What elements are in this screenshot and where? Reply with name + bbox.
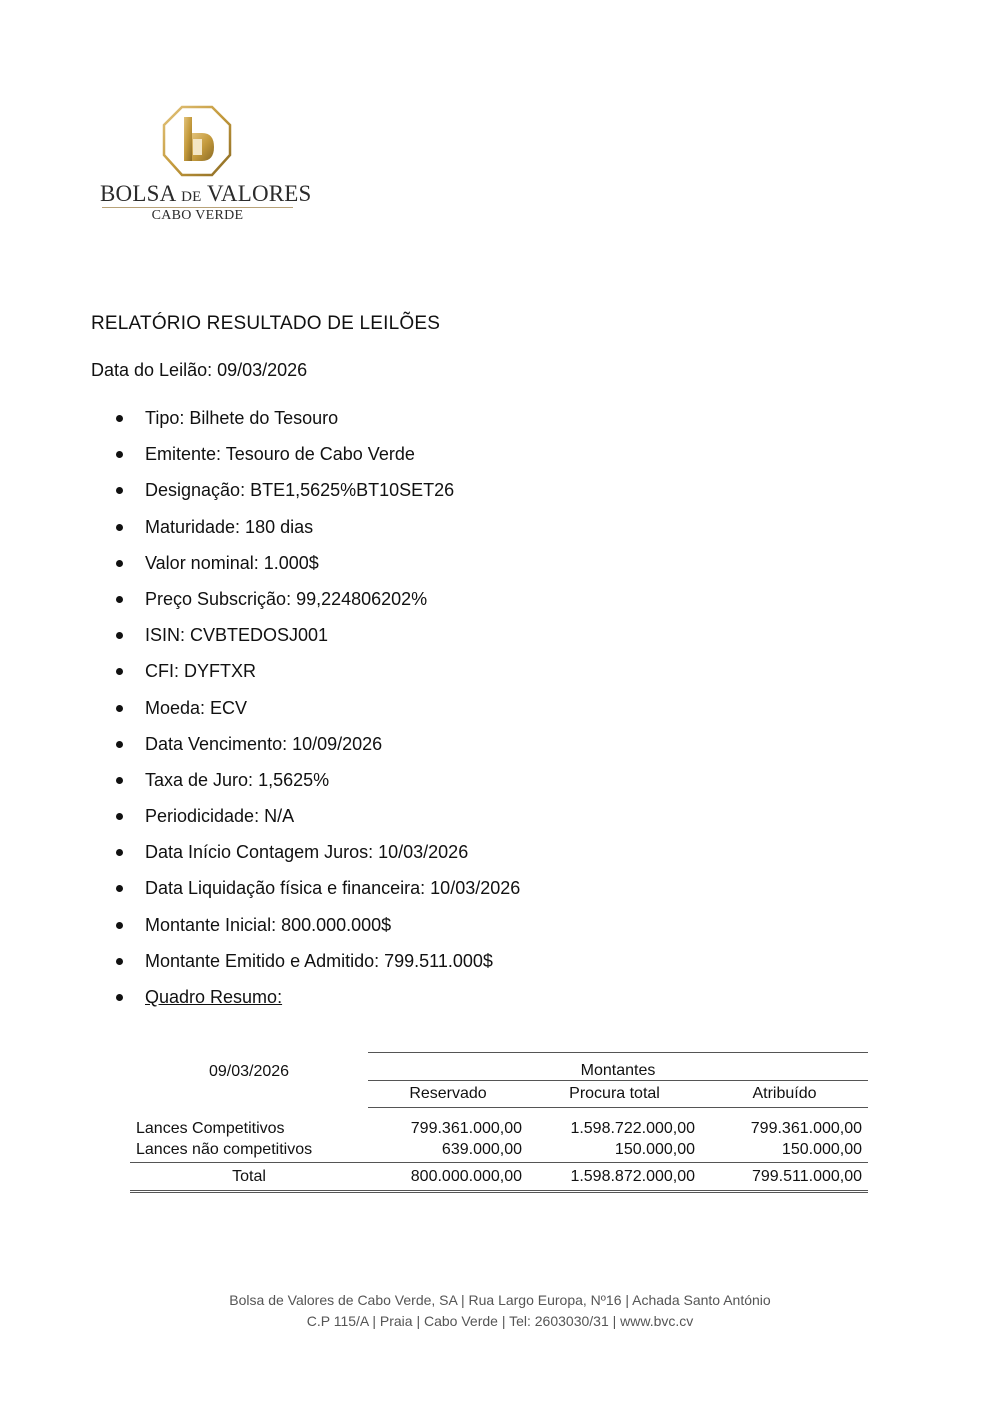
detail-maturidade: Maturidade: 180 dias bbox=[145, 517, 520, 553]
row-reservado: 799.361.000,00 bbox=[410, 1120, 522, 1137]
column-header-reservado: Reservado bbox=[368, 1081, 528, 1108]
summary-table bbox=[130, 1052, 868, 1193]
detail-isin: ISIN: CVBTEDOSJ001 bbox=[145, 625, 520, 661]
row-label: Lances não competitivos bbox=[136, 1141, 313, 1158]
detail-inicio-juros: Data Início Contagem Juros: 10/03/2026 bbox=[145, 842, 520, 878]
table-row bbox=[130, 1108, 868, 1139]
quadro-resumo-label: Quadro Resumo: bbox=[145, 987, 283, 1007]
row-atribuido: 799.361.000,00 bbox=[750, 1120, 862, 1137]
detail-periodicidade: Periodicidade: N/A bbox=[145, 806, 520, 842]
detail-quadro-resumo bbox=[145, 987, 520, 1023]
total-procura: 1.598.872.000,00 bbox=[528, 1163, 701, 1192]
detail-montante-emitido: Montante Emitido e Admitido: 799.511.000$ bbox=[145, 951, 520, 987]
report-title: RELATÓRIO RESULTADO DE LEILÕES bbox=[91, 313, 441, 334]
table-group-header: Montantes bbox=[368, 1053, 868, 1081]
logo-subtitle: CABO VERDE bbox=[151, 208, 244, 223]
table-header-row bbox=[130, 1053, 868, 1081]
detail-cfi: CFI: DYFTXR bbox=[145, 661, 520, 697]
auction-details-list bbox=[145, 408, 520, 1023]
detail-moeda: Moeda: ECV bbox=[145, 698, 520, 734]
row-atribuido: 150.000,00 bbox=[781, 1141, 862, 1158]
detail-designacao: Designação: BTE1,5625%BT10SET26 bbox=[145, 480, 520, 516]
detail-liquidacao: Data Liquidação física e financeira: 10/03/2026 bbox=[145, 878, 520, 914]
total-label: Total bbox=[130, 1163, 368, 1192]
table-total-row bbox=[130, 1163, 868, 1192]
row-label: Lances Competitivos bbox=[136, 1120, 285, 1137]
total-reservado: 800.000.000,00 bbox=[368, 1163, 528, 1192]
auction-date: Data do Leilão: 09/03/2026 bbox=[91, 360, 308, 380]
total-atribuido: 799.511.000,00 bbox=[701, 1163, 868, 1192]
page-footer bbox=[0, 1290, 1000, 1332]
detail-tipo: Tipo: Bilhete do Tesouro bbox=[145, 408, 520, 444]
column-header-procura: Procura total bbox=[528, 1081, 701, 1108]
footer-contacts: C.P 115/A | Praia | Cabo Verde | Tel: 2603030/31 | www.bvc.cv bbox=[306, 1313, 694, 1329]
column-header-atribuido: Atribuído bbox=[701, 1081, 868, 1108]
footer-address: Bolsa de Valores de Cabo Verde, SA | Rua Largo Europa, Nº16 | Achada Santo António bbox=[229, 1292, 771, 1308]
row-reservado: 639.000,00 bbox=[441, 1141, 522, 1158]
table-column-header-row bbox=[130, 1081, 868, 1108]
detail-montante-inicial: Montante Inicial: 800.000.000$ bbox=[145, 915, 520, 951]
detail-emitente: Emitente: Tesouro de Cabo Verde bbox=[145, 444, 520, 480]
detail-valor-nominal: Valor nominal: 1.000$ bbox=[145, 553, 520, 589]
logo-wordmark: BOLSA DE VALORES bbox=[100, 181, 312, 206]
detail-taxa-juro: Taxa de Juro: 1,5625% bbox=[145, 770, 520, 806]
detail-data-vencimento: Data Vencimento: 10/09/2026 bbox=[145, 734, 520, 770]
bvc-emblem-icon bbox=[162, 105, 232, 177]
row-procura: 150.000,00 bbox=[614, 1141, 695, 1158]
table-header-blank bbox=[130, 1081, 368, 1108]
row-procura: 1.598.722.000,00 bbox=[570, 1120, 695, 1137]
bvc-logo bbox=[100, 105, 312, 225]
table-row bbox=[130, 1138, 868, 1163]
table-date: 09/03/2026 bbox=[208, 1062, 290, 1080]
detail-preco-subscricao: Preço Subscrição: 99,224806202% bbox=[145, 589, 520, 625]
